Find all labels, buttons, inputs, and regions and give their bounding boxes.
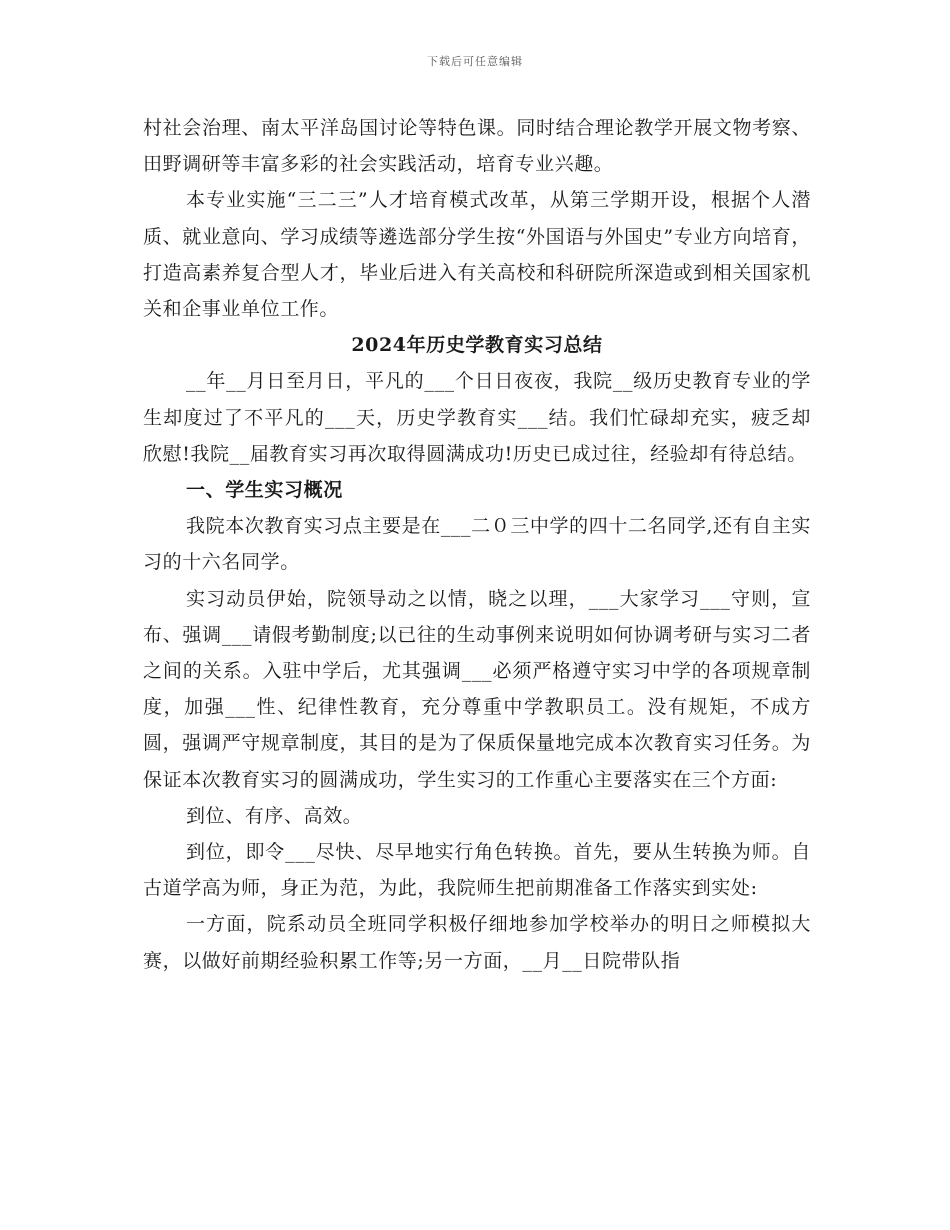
- paragraph-mobilization: 实习动员伊始，院领导动之以情，晓之以理，___大家学习___守则，宣布、强调___请假考勤制度;以已往的生动事例来说明如何协调考研与实习二者之间的关系。入驻中学后，尤其强调___必须严格遵守实习中学的各项规章制度，加强___性、纪律性教育，充分尊重中学教职员工。没有规矩，不成方圆，强调严守规章制度，其目的是为了保质保量地完成本次教育实习任务。为保证本次教育实习的圆满成功，学生实习的工作重心主要落实在三个方面:: [143, 587, 811, 791]
- paragraph-three-aspects: 到位、有序、高效。: [186, 804, 363, 827]
- section-heading-overview: 一、学生实习概况: [186, 479, 343, 502]
- paragraph-course-activities: 村社会治理、南太平洋岛国讨论等特色课。同时结合理论教学开展文物考察、田野调研等丰富多彩的社会实践活动，培育专业兴趣。: [143, 117, 811, 176]
- paragraph-intro: __年__月日至月日，平凡的___个日日夜夜，我院__级历史教育专业的学生却度过了不平凡的___天，历史学教育实___结。我们忙碌却充实，疲乏却欣慰!我院__届教育实习再次取得圆满成功!历史已成过往，经验却有待总结。: [143, 370, 811, 465]
- paragraph-internship-sites: 我院本次教育实习点主要是在___二０三中学的四十二名同学,还有自主实习的十六名同学。: [143, 515, 811, 574]
- paragraph-preparation: 一方面，院系动员全班同学积极仔细地参加学校举办的明日之师模拟大赛，以做好前期经验积累工作等;另一方面，__月__日院带队指: [143, 913, 811, 972]
- page-header-watermark: 下载后可任意编辑: [427, 55, 523, 68]
- document-title: 2024年历史学教育实习总结: [351, 334, 603, 357]
- paragraph-training-model: 本专业实施“三二三”人才培育模式改革，从第三学期开设，根据个人潜质、就业意向、学习成绩等遴选部分学生按“外国语与外国史”专业方向培育，打造高素养复合型人才，毕业后进入有关高校和科研院所深造或到相关国家机关和企事业单位工作。: [143, 189, 811, 321]
- document-body: [143, 110, 811, 979]
- paragraph-role-transition: 到位，即令___尽快、尽早地实行角色转换。首先，要从生转换为师。自古道学高为师，身正为范，为此，我院师生把前期准备工作落实到实处:: [143, 841, 811, 900]
